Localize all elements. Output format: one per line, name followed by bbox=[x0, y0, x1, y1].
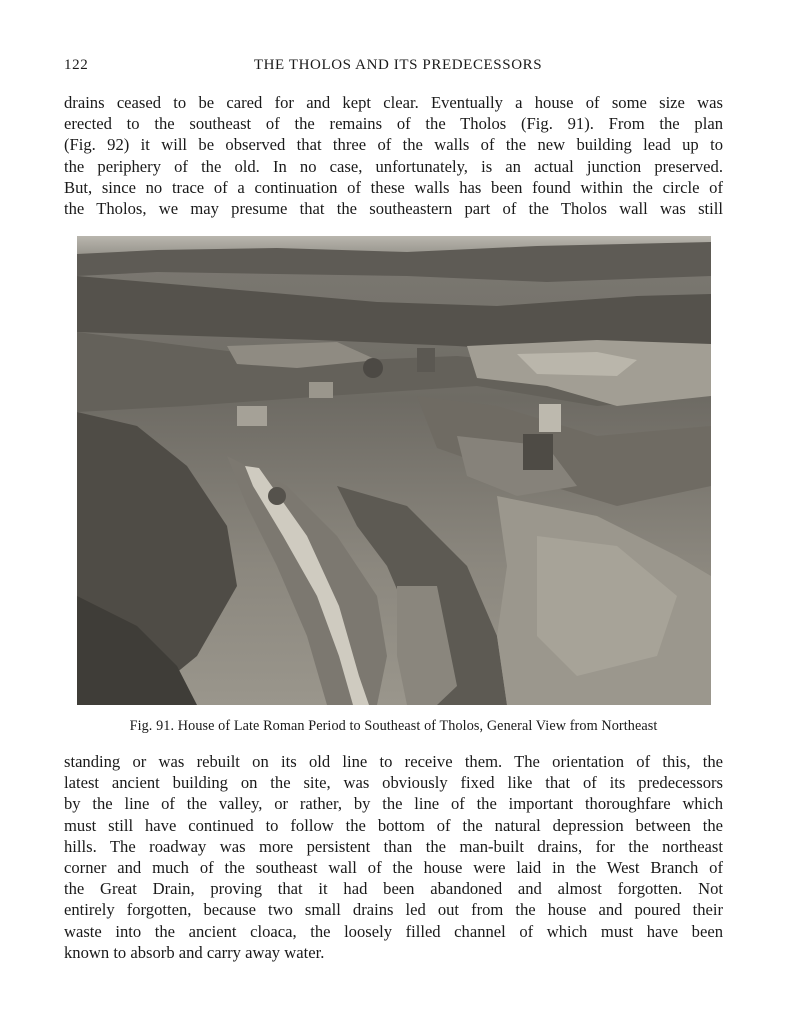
text-line: the Tholos, we may presume that the southeastern part of the Tholos wall was still bbox=[64, 199, 723, 219]
text-line: (Fig. 92) it will be observed that three of the walls of the new building lead up to bbox=[64, 135, 723, 155]
text-line: the periphery of the old. In no case, unfortunately, is an actual junction preserved. bbox=[64, 156, 723, 176]
text-line: must still have continued to follow the bottom of the natural depression between the bbox=[64, 815, 723, 835]
text-line: drains ceased to be cared for and kept clear. Eventually a house of some size was bbox=[64, 93, 723, 112]
running-title: THE THOLOS AND ITS PREDECESSORS bbox=[253, 57, 543, 73]
text-line: erected to the southeast of the remains of the Tholos (Fig. 91). From the plan bbox=[64, 114, 723, 134]
text-line: the Great Drain, proving that it had been abandoned and almost forgotten. Not bbox=[64, 879, 723, 899]
page-header bbox=[64, 57, 724, 77]
body-paragraph-top bbox=[64, 92, 723, 219]
text-line: waste into the ancient cloaca, the loosely filled channel of which must have been bbox=[64, 921, 723, 941]
text-line: latest ancient building on the site, was obviously fixed like that of its predecessors bbox=[64, 773, 723, 793]
figure-caption: Fig. 91. House of Late Roman Period to Southeast of Tholos, General View from Northeast bbox=[129, 718, 658, 734]
text-line: corner and much of the southeast wall of the house were laid in the West Branch of bbox=[64, 858, 723, 878]
text-line: known to absorb and carry away water. bbox=[64, 942, 325, 962]
text-line: by the line of the valley, or rather, by the line of the important thoroughfare which bbox=[64, 794, 723, 814]
body-paragraph-bottom bbox=[64, 751, 723, 963]
text-line: hills. The roadway was more persistent than the man-built drains, for the northeast bbox=[64, 836, 723, 856]
text-line: standing or was rebuilt on its old line to receive them. The orientation of this, the bbox=[64, 752, 723, 771]
page-number: 122 bbox=[64, 57, 89, 73]
excavation-photograph bbox=[77, 236, 711, 705]
text-line: entirely forgotten, because two small drains led out from the house and poured their bbox=[64, 900, 723, 920]
text-line: But, since no trace of a continuation of these walls has been found within the circle of bbox=[64, 177, 723, 197]
